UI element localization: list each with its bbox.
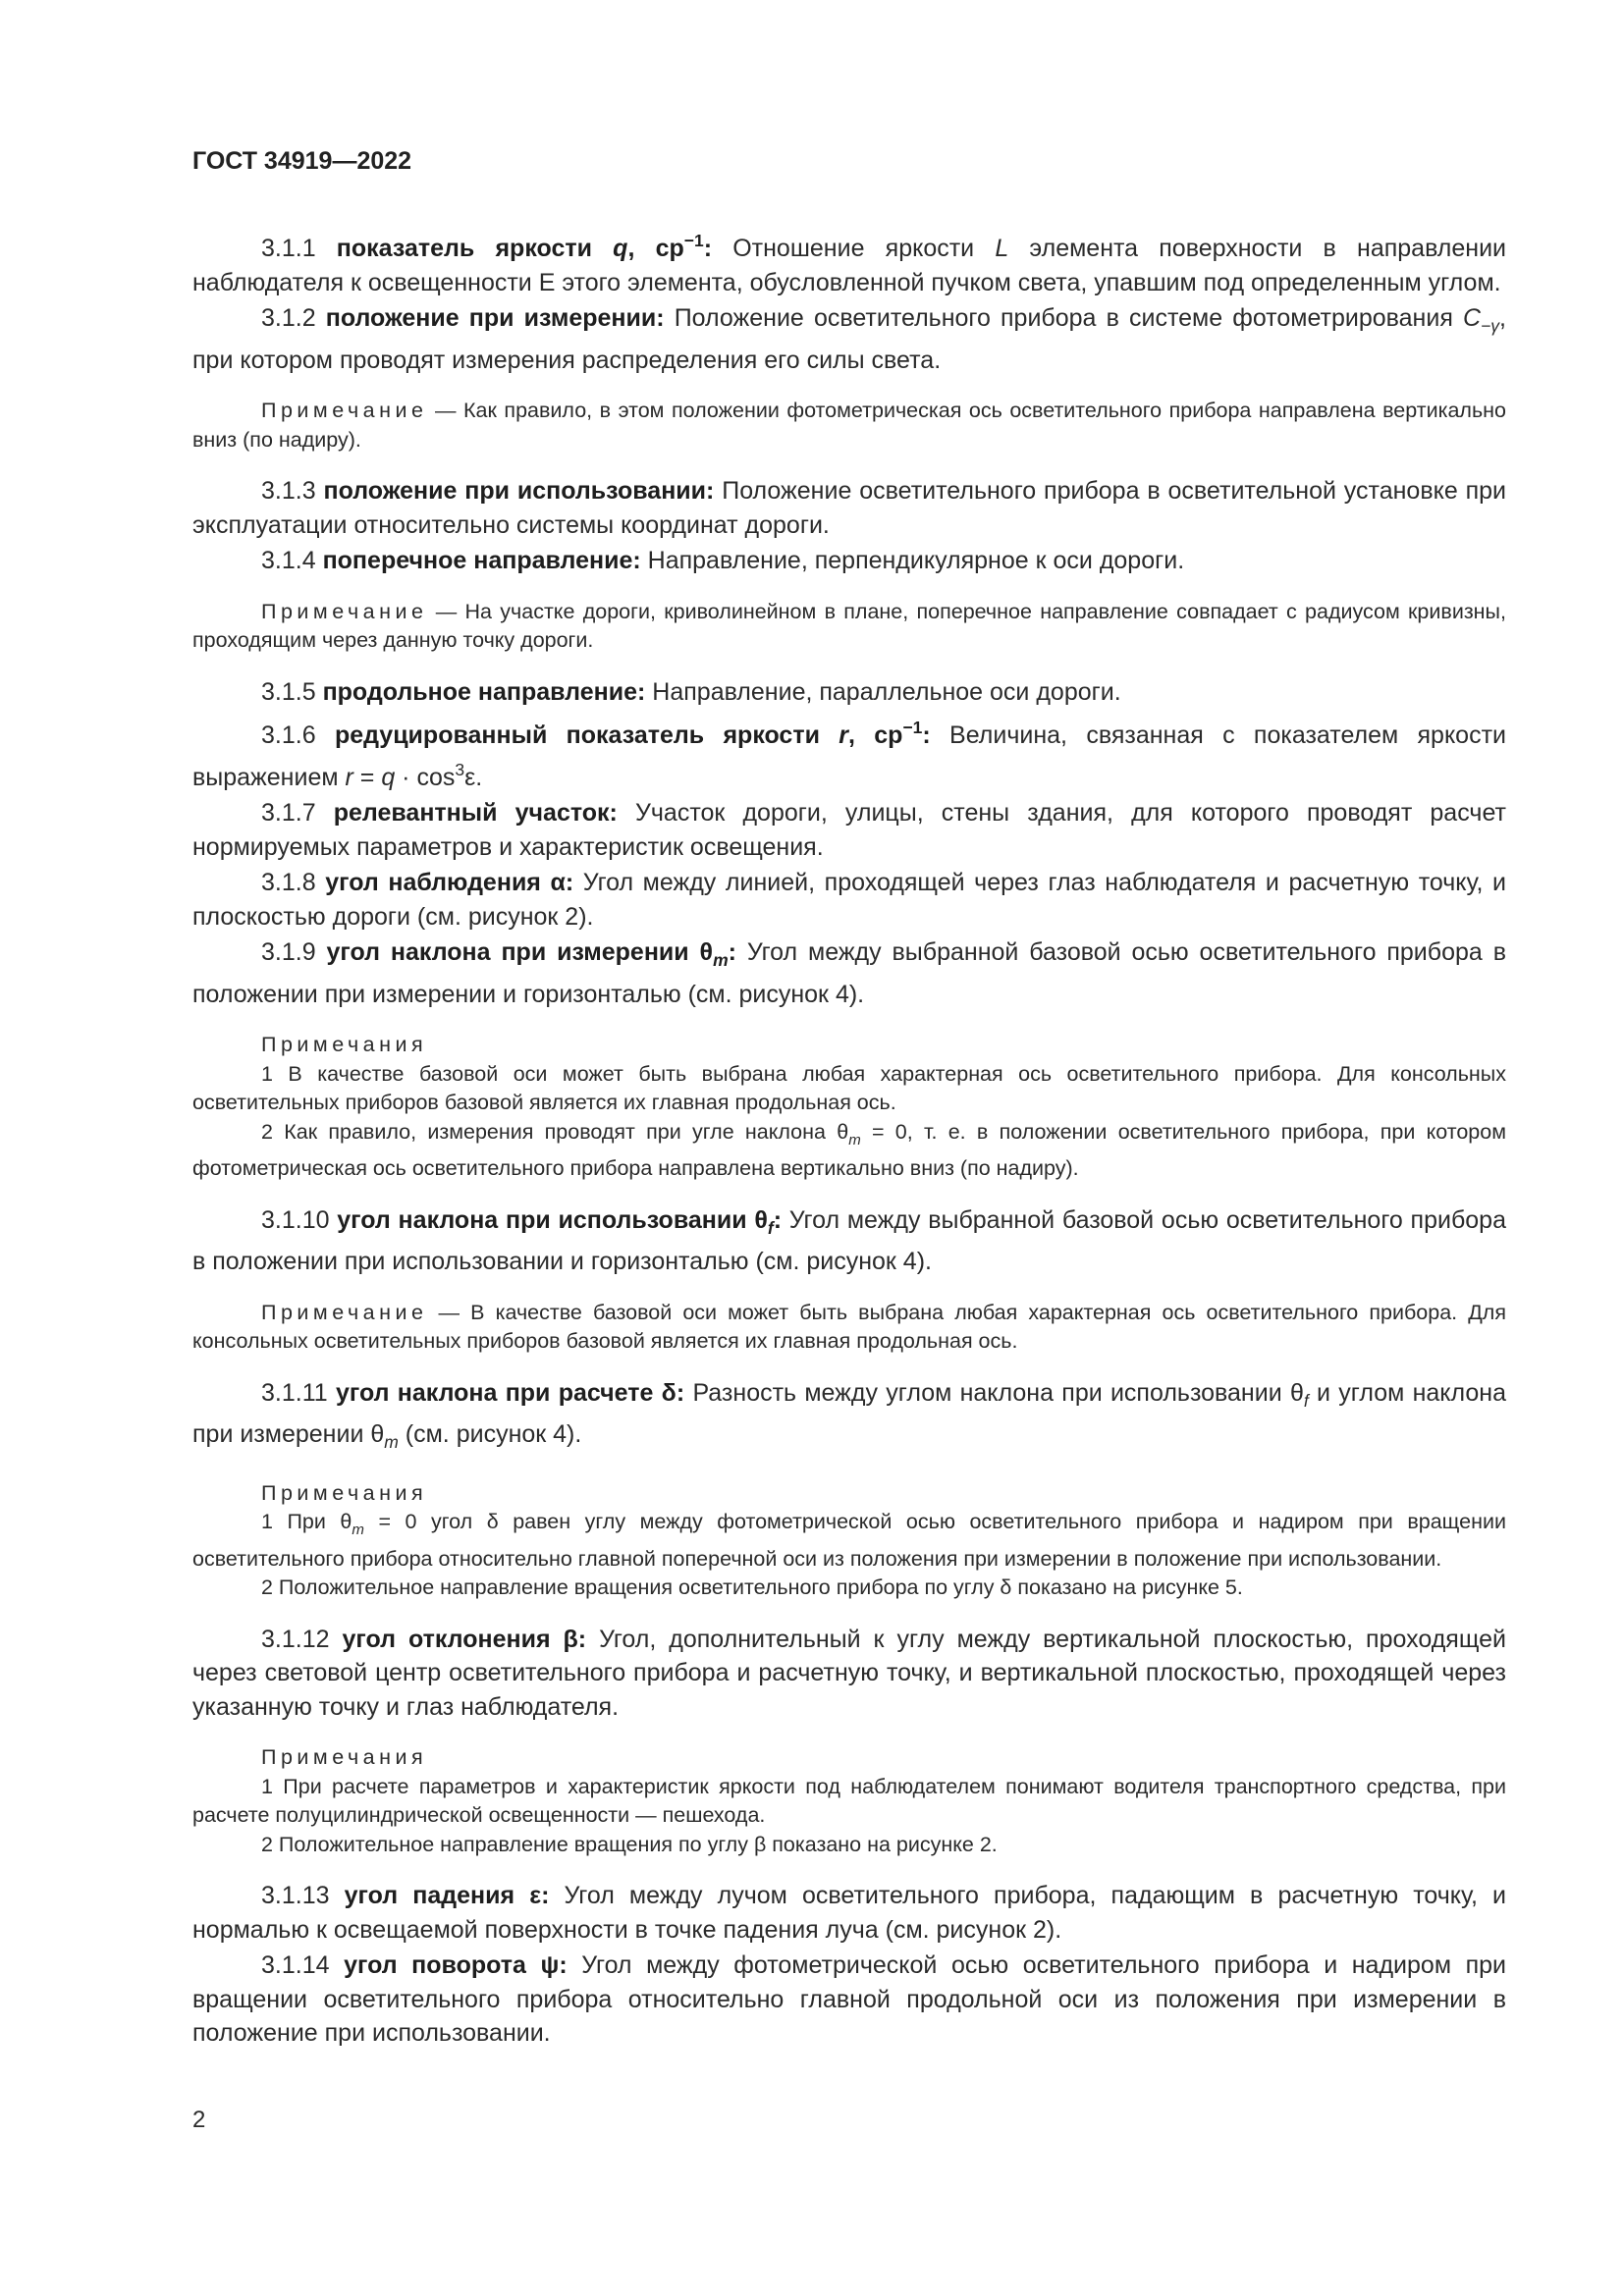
term-title: редуцированный показатель яркости r, $ср^{-1}$: [334, 718, 931, 749]
term-3-1-7: 3.1.7 релевантный участок: Участок дороги, улицы, стены здания, для которого проводят расчет нормируемых параметров и характеристик освещения. [192, 799, 1506, 861]
term-title: угол поворота ψ: [344, 1951, 568, 1979]
term-number: 3.1.6 [261, 721, 316, 749]
notes-3-1-11 [192, 1479, 1506, 1603]
term-title: показатель яркости q, $ср^{-1}$: [336, 231, 713, 262]
term-number: 3.1.11 [261, 1378, 328, 1407]
note-3-1-10: Примечание — В качестве базовой оси может быть выбрана любая характерная ось осветительного прибора. Для консольных осветительных приборов базовой является их главная продольная ось. [192, 1300, 1506, 1353]
notes-label: Примечания [261, 1480, 428, 1505]
term-3-1-12: 3.1.12 угол отклонения β: Угол, дополнительный к углу между вертикальной плоскостью, проходящей через световой центр осветительного прибора и расчетную точку, и вертикальной плоскостью, проходящей через указанную точку и глаз наблюдателя. [192, 1625, 1506, 1721]
term-number: 3.1.3 [261, 477, 316, 505]
term-number: 3.1.2 [261, 304, 316, 332]
terms-section [192, 224, 1506, 2053]
term-3-1-9: 3.1.9 угол наклона при измерении $\theta_m$: Угол между выбранной базовой осью осветительного прибора в положении при измерении и горизонталью (см. рисунок 4). [192, 938, 1506, 1008]
page-number: 2 [192, 2107, 206, 2133]
term-3-1-6: 3.1.6 редуцированный показатель яркости r, $ср^{-1}$: Величина, связанная с показателем яркости выражением $r = q \cdot \cos^3\varepsilon$. [192, 718, 1506, 791]
term-title: угол наклона при использовании $\theta_f$: [337, 1205, 783, 1238]
term-title: угол наклона при расчете δ: [335, 1378, 685, 1407]
term-3-1-2: 3.1.2 положение при измерении: Положение осветительного прибора в системе фотометрирования $C_{-\gamma}$, при котором проводят измерения распределения его силы света. [192, 304, 1506, 374]
notes-3-1-12 [192, 1743, 1506, 1859]
note-label: Примечание [261, 599, 428, 623]
notes-label: Примечания [261, 1033, 428, 1056]
term-title: угол наклона при измерении $\theta_m$: [326, 938, 736, 970]
term-number: 3.1.4 [261, 547, 316, 574]
term-3-1-13: 3.1.13 угол падения ε: Угол между лучом осветительного прибора, падающим в расчетную точку, и нормалью к освещаемой поверхности в точке падения луча (см. рисунок 2). [192, 1882, 1506, 1944]
notes-3-1-9 [192, 1031, 1506, 1184]
note-item: 2 Положительное направление вращения осветительного прибора по углу δ показано на рисунке 5. [261, 1575, 1243, 1599]
term-3-1-1: 3.1.1 показатель яркости q, $ср^{-1}$: Отношение яркости L элемента поверхности в направлении наблюдателя к освещенности Е этого элемента, обусловленной пучком света, упавшим под определенным углом. [192, 231, 1507, 296]
note-label: Примечание [261, 1300, 428, 1324]
term-title: положение при измерении: [325, 304, 665, 332]
term-3-1-3: 3.1.3 положение при использовании: Положение осветительного прибора в осветительной установке при эксплуатации относительно системы координат дороги. [192, 477, 1507, 539]
term-title: угол наблюдения α: [325, 869, 574, 896]
term-title: поперечное направление: [322, 547, 641, 574]
note-item: 1 При расчете параметров и характеристик яркости под наблюдателем понимают водителя транспортного средства, при расчете полуцилиндрической освещенности — пешехода. [192, 1774, 1506, 1827]
term-number: 3.1.7 [261, 799, 316, 827]
term-3-1-8: 3.1.8 угол наблюдения α: Угол между линией, проходящей через глаз наблюдателя и расчетную точку, и плоскостью дороги (см. рисунок 2). [192, 869, 1506, 931]
note-3-1-4: Примечание — На участке дороги, криволинейном в плане, поперечное направление совпадает с радиусом кривизны, проходящим через данную точку дороги. [192, 599, 1506, 652]
term-title: продольное направление: [322, 677, 646, 706]
term-3-1-10: 3.1.10 угол наклона при использовании $\theta_f$: Угол между выбранной базовой осью осветительного прибора в положении при использовании и горизонталью (см. рисунок 4). [192, 1205, 1506, 1275]
term-title: угол отклонения β: [342, 1625, 587, 1653]
term-number: 3.1.12 [261, 1625, 330, 1653]
term-number: 3.1.14 [261, 1951, 330, 1979]
term-number: 3.1.10 [261, 1205, 330, 1234]
term-3-1-5: 3.1.5 продольное направление: Направление, параллельное оси дороги. [261, 677, 1121, 706]
note-3-1-2: Примечание — Как правило, в этом положении фотометрическая ось осветительного прибора направлена вертикально вниз (по надиру). [192, 399, 1506, 452]
note-item: 2 Как правило, измерения проводят при угле наклона $\theta_m = 0$, т. е. в положении осветительного прибора, при котором фотометрическая ось осветительного прибора направлена вертикально вниз (по надиру). [192, 1119, 1506, 1180]
term-3-1-4: 3.1.4 поперечное направление: Направление, перпендикулярное к оси дороги. [261, 547, 1185, 574]
note-item: 1 При $\theta_m = 0$ угол δ равен углу между фотометрической осью осветительного прибора и надиром при вращении осветительного прибора относительно главной поперечной оси из положения при измерении в положение при использовании. [192, 1510, 1506, 1571]
term-number: 3.1.1 [261, 235, 316, 262]
term-number: 3.1.8 [261, 869, 316, 896]
term-number: 3.1.13 [261, 1882, 330, 1909]
standard-header: ГОСТ 34919—2022 [192, 147, 412, 175]
term-number: 3.1.9 [261, 938, 316, 966]
term-number: 3.1.5 [261, 677, 316, 706]
term-3-1-14: 3.1.14 угол поворота ψ: Угол между фотометрической осью осветительного прибора и надиром при вращении осветительного прибора относительно главной продольной оси из положения при измерении в положение при использовании. [192, 1951, 1506, 2047]
note-item: 2 Положительное направление вращения по углу β показано на рисунке 2. [261, 1832, 998, 1856]
term-3-1-11: 3.1.11 угол наклона при расчете δ: Разность между углом наклона при использовании $\theta_f$ и углом наклона при измерении $\theta_m$ (см. рисунок 4). [192, 1378, 1506, 1452]
term-title: угол падения ε: [344, 1882, 550, 1909]
note-label: Примечание [261, 399, 428, 422]
term-title: релевантный участок: [333, 799, 618, 827]
note-item: 1 В качестве базовой оси может быть выбрана любая характерная ось осветительного прибора. Для консольных осветительных приборов базовой является их главная продольная ось. [192, 1061, 1506, 1114]
term-title: положение при использовании: [323, 477, 715, 505]
notes-label: Примечания [261, 1745, 428, 1769]
